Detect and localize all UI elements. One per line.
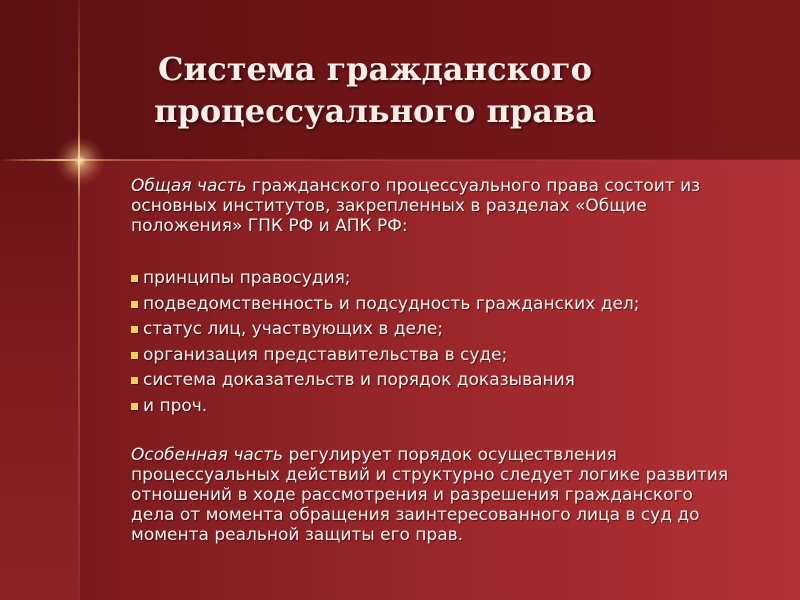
slide-title — [100, 48, 650, 132]
special-line-4: дела от момента обращения заинтересованного лица в суд до — [131, 505, 700, 525]
vertical-divider — [78, 0, 80, 600]
list-item — [131, 396, 751, 422]
list-item-text: и проч. — [143, 395, 208, 416]
bullet-list — [131, 268, 751, 421]
list-item — [131, 370, 751, 396]
left-strip — [0, 160, 80, 600]
list-item — [131, 268, 751, 294]
square-bullet-icon — [131, 326, 138, 333]
list-item-text: статус лиц, участвующих в деле; — [143, 319, 444, 339]
square-bullet-icon — [131, 377, 138, 384]
intro-line-3: положения» ГПК РФ и АПК РФ: — [131, 216, 408, 236]
square-bullet-icon — [131, 352, 138, 359]
horizontal-divider — [0, 159, 800, 161]
title-line-2: процессуального права — [154, 92, 596, 130]
square-bullet-icon — [131, 403, 138, 410]
list-item — [131, 345, 751, 371]
spacer — [131, 421, 751, 445]
intro-line-2: основных институтов, закрепленных в разделах «Общие — [131, 196, 647, 216]
special-rest: регулирует порядок осуществления — [283, 445, 617, 465]
list-item — [131, 294, 751, 320]
special-line-3: отношений в ходе рассмотрения и разрешения гражданского — [131, 485, 693, 505]
square-bullet-icon — [131, 275, 138, 282]
square-bullet-icon — [131, 301, 138, 308]
intro-rest: гражданского процессуального права состоит из — [246, 176, 701, 196]
title-line-1: Система гражданского — [158, 50, 592, 88]
special-italic: Особенная часть — [131, 445, 284, 465]
intro-italic: Общая часть — [131, 176, 247, 196]
intro-line-1 — [131, 176, 751, 196]
special-line-2: процессуальных действий и структурно следует логике развития — [131, 465, 729, 485]
spacer — [131, 236, 751, 268]
special-line-1 — [131, 445, 751, 465]
slide-content — [131, 176, 751, 545]
intro-paragraph — [131, 176, 751, 236]
special-line-5: момента реальной защиты его прав. — [131, 525, 464, 545]
list-item-text: организация представительства в суде; — [143, 344, 508, 365]
special-paragraph — [131, 445, 751, 545]
list-item-text: подведомственность и подсудность гражданских дел; — [143, 293, 640, 314]
sparkle-icon — [55, 136, 105, 186]
list-item-text: система доказательств и порядок доказывания — [143, 370, 575, 390]
list-item-text: принципы правосудия; — [143, 268, 351, 288]
list-item — [131, 319, 751, 345]
